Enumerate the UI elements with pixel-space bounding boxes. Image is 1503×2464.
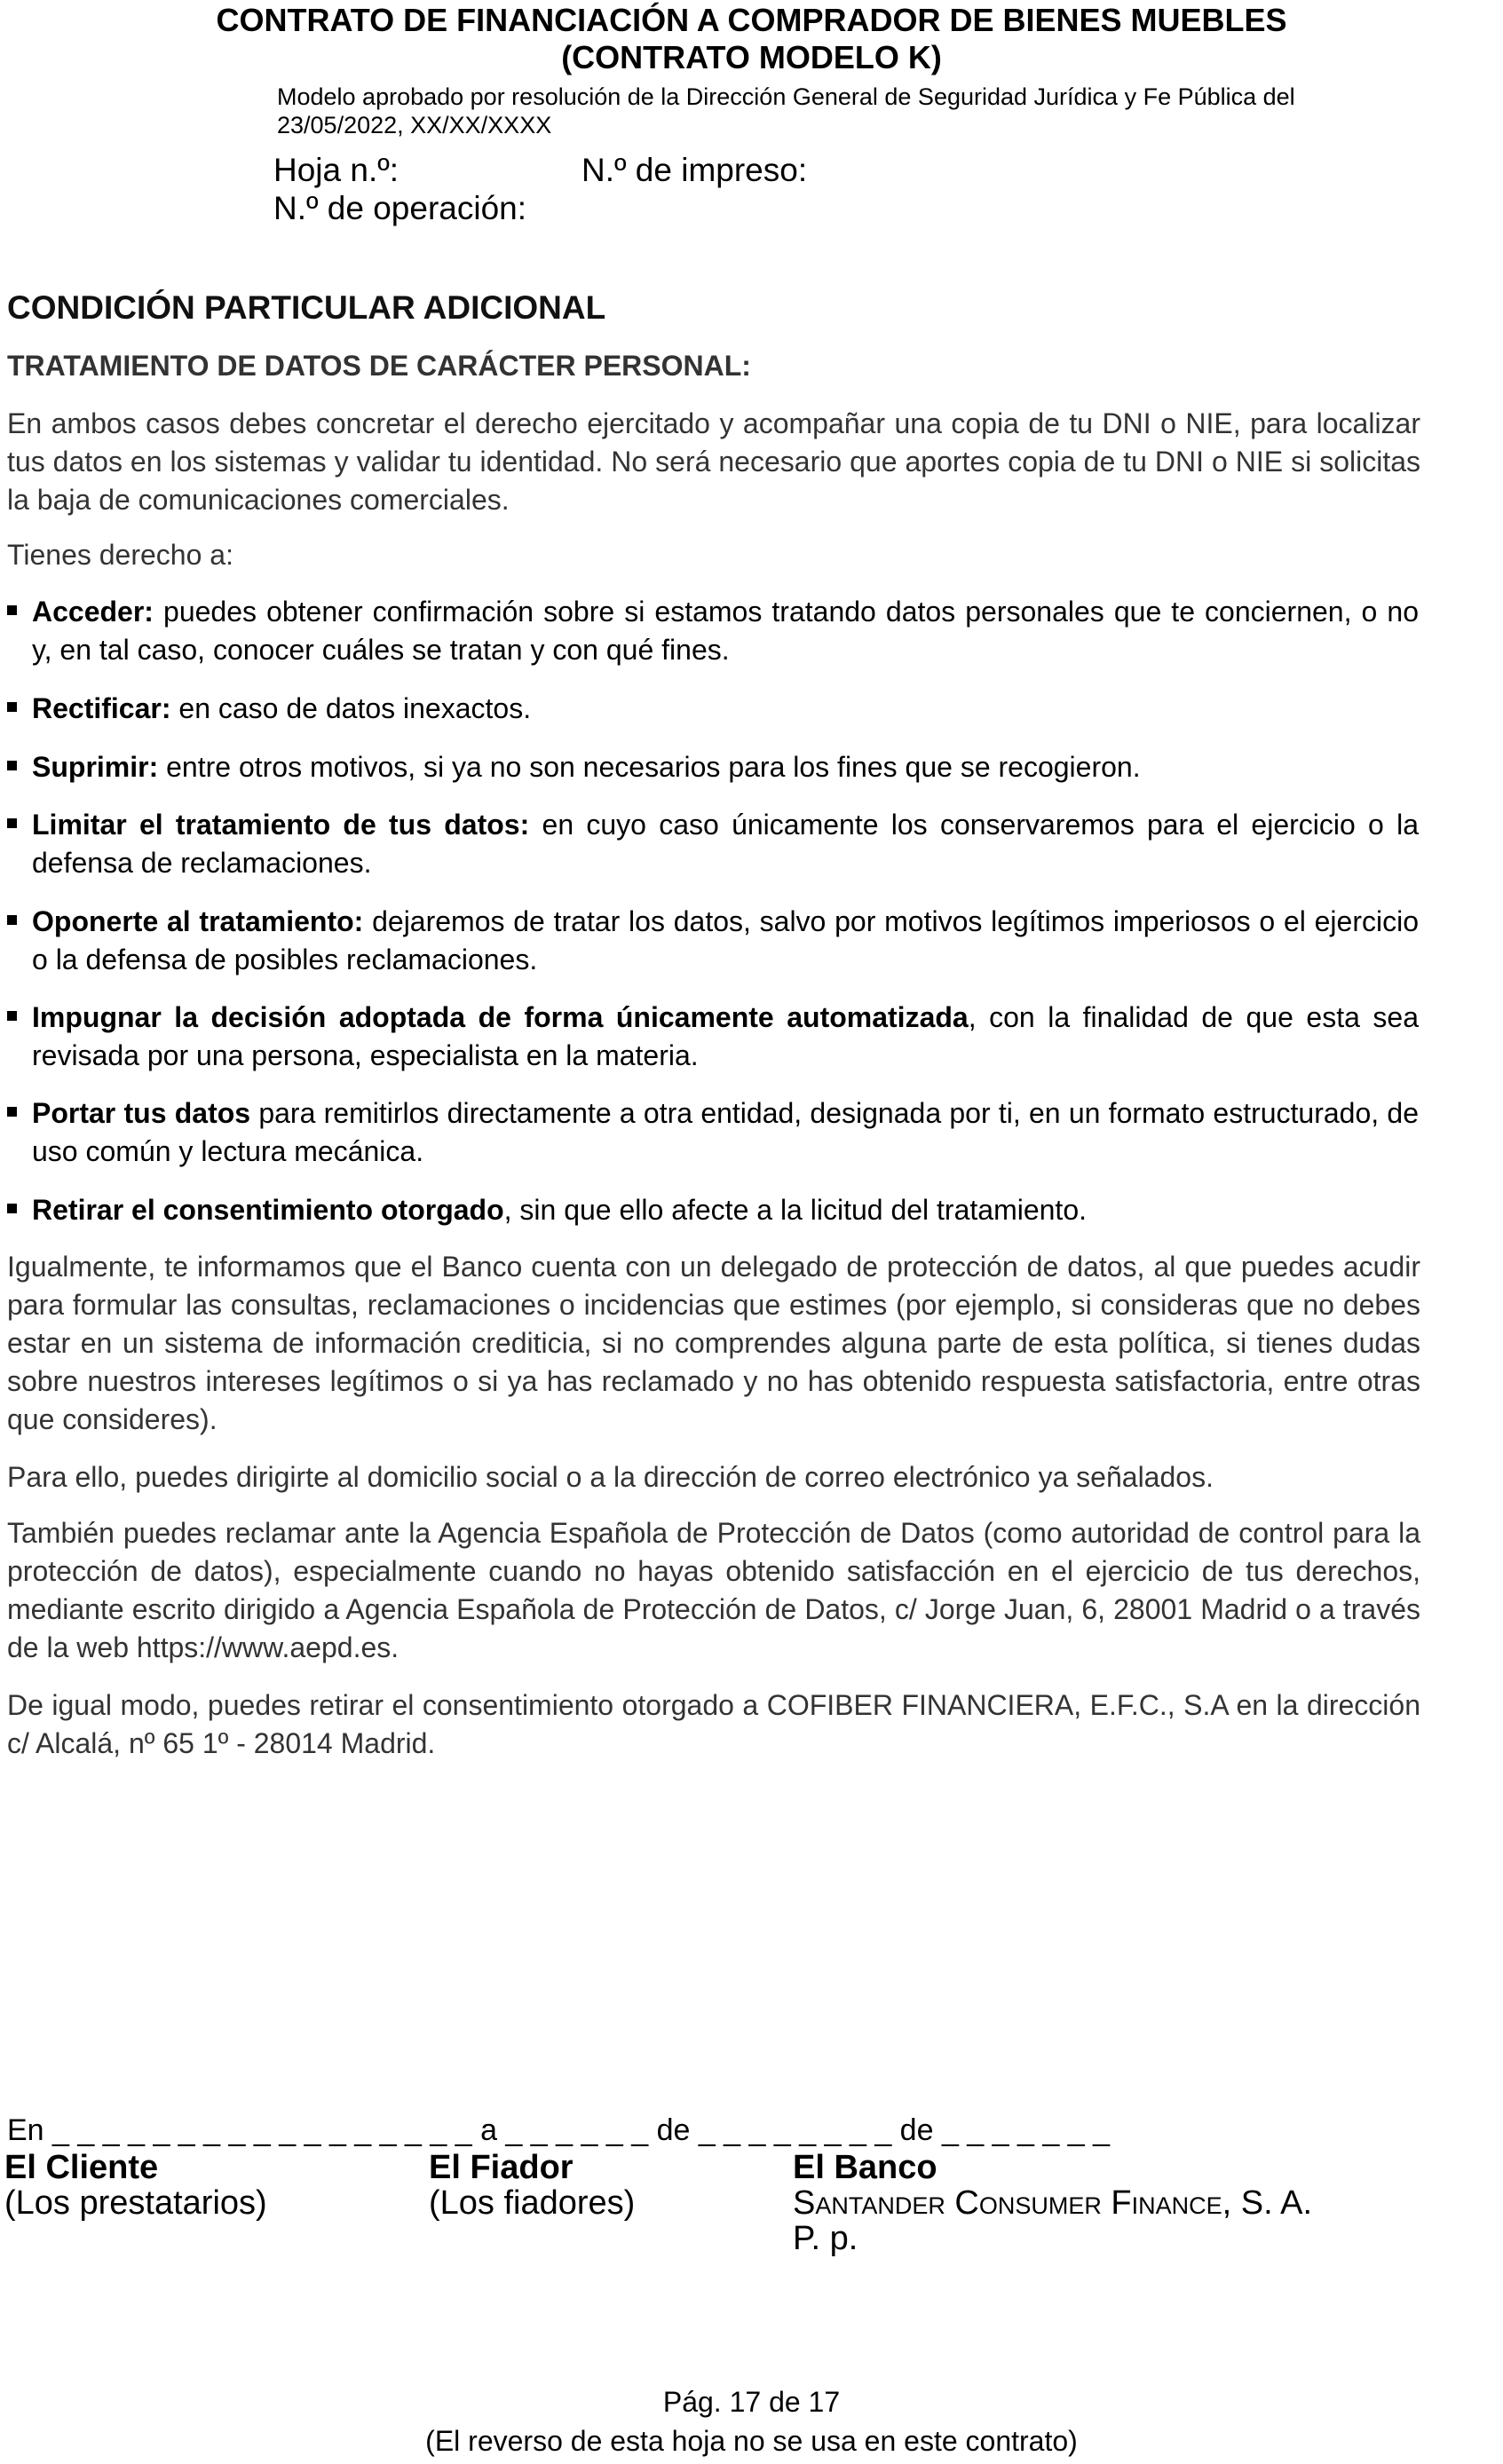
guarantor-label: El Fiador [429,2149,574,2186]
bullet-square-icon [7,915,17,925]
operation-number-label: N.º de operación: [273,190,527,226]
bullet-square-icon [7,1107,17,1117]
page-number: Pág. 17 de 17 [662,2386,841,2418]
bank-label: El Banco [793,2149,937,2186]
right-text: puedes obtener confirmación sobre si estamos tratando datos personales que te conciernen, o no y, en tal caso, conocer cuáles se tratan y con qué fines. [32,596,1419,666]
print-number-label: N.º de impreso: [581,152,808,188]
bullet-square-icon [7,818,17,828]
right-term: Impugnar la decisión adoptada de forma únicamente automatizada [32,1001,969,1033]
document-title-line1: CONTRATO DE FINANCIACIÓN A COMPRADOR DE BIENES MUEBLES [216,2,1287,38]
bank-name: Santander Consumer Finance, S. A. [793,2184,1313,2222]
right-text: , con la finalidad de que esta sea revisada por una persona, especialista en la materia. [32,1001,1420,1071]
client-label: El Cliente [4,2149,159,2186]
right-term: Oponerte al tratamiento: [32,905,364,937]
right-item-limit [7,806,1419,882]
right-item-withdraw-consent [7,1191,1419,1229]
right-text: entre otros motivos, si ya no son necesarios para los fines que se recogieron. [158,751,1141,783]
right-text: para remitirlos directamente a otra entidad, designada por ti, en un formato estructurado, de uso común y lectura mecánica. [32,1097,1420,1167]
place-date-line: En _ _ _ _ _ _ _ _ _ _ _ _ _ _ _ _ _ a _ _ _ _ _ _ de _ _ _ _ _ _ _ _ de _ _ _ _ _ _ _ [7,2113,1110,2147]
sheet-number-label: Hoja n.º: [273,152,399,188]
document-title [0,2,1503,76]
bank-signature-block [793,2150,1312,2256]
guarantor-signature-block [429,2150,635,2221]
right-text: , sin que ello afecte a la licitud del tratamiento. [503,1194,1087,1226]
right-item-contest [7,999,1419,1075]
reverse-note: (El reverso de esta hoja no se usa en este contrato) [425,2425,1078,2457]
right-text: en cuyo caso únicamente los conservaremos para el ejercicio o la defensa de reclamaciones. [32,809,1420,879]
right-item-portability [7,1094,1419,1171]
section-subtitle: TRATAMIENTO DE DATOS DE CARÁCTER PERSONAL: [7,350,751,382]
client-signature-block [4,2150,267,2221]
dpo-paragraph: Igualmente, te informamos que el Banco cuenta con un delegado de protección de datos, al que puedes acudir para formular las consultas, reclamaciones o incidencias que estimes (por ejemplo, si consideras que no debes estar en un sistema de información crediticia, si no comprendes alguna parte de esta política, si tienes dudas sobre nuestros intereses legítimos o si ya has reclamado y no has obtenido respuesta satisfactoria, entre otras que consideres). [7,1251,1420,1435]
bank-pp: P. p. [793,2220,858,2257]
contact-paragraph: Para ello, puedes dirigirte al domicilio social o a la dirección de correo electrónico ya señalados. [7,1461,1214,1493]
right-text: en caso de datos inexactos. [170,692,532,724]
bullet-square-icon [7,1204,17,1213]
approval-line1: Modelo aprobado por resolución de la Dirección General de Seguridad Jurídica y Fe Pública del [277,83,1295,110]
bullet-square-icon [7,1011,17,1021]
rights-intro: Tienes derecho a: [7,539,233,571]
document-title-line2: (CONTRATO MODELO K) [561,39,942,75]
right-text: dejaremos de tratar los datos, salvo por motivos legítimos imperiosos o el ejercicio o la defensa de posibles reclamaciones. [32,905,1420,975]
right-term: Suprimir: [32,751,159,783]
section-title: CONDICIÓN PARTICULAR ADICIONAL [7,289,606,326]
right-term: Limitar el tratamiento de tus datos: [32,809,530,841]
aepd-paragraph: También puedes reclamar ante la Agencia Española de Protección de Datos (como autoridad de control para la protección de datos), especialmente cuando no hayas obtenido satisfacción en el ejercicio de tus derechos, mediante escrito dirigido a Agencia Española de Protección de Datos, c/ Jorge Juan, 6, 28001 Madrid o a través de la web https://www.aepd.es. [7,1517,1420,1663]
client-sub: (Los prestatarios) [4,2184,267,2222]
intro-paragraph: En ambos casos debes concretar el derecho ejercitado y acompañar una copia de tu DNI o NIE, para localizar tus datos en los sistemas y validar tu identidad. No será necesario que aportes copia de tu DNI o NIE si solicitas la baja de comunicaciones comerciales. [7,407,1420,516]
bullet-square-icon [7,702,17,712]
right-term: Retirar el consentimiento otorgado [32,1194,504,1226]
right-item-rectify [7,690,1419,728]
approval-note [277,78,1295,144]
approval-line2: 23/05/2022, XX/XX/XXXX [277,112,552,138]
bullet-square-icon [7,761,17,770]
bullet-square-icon [7,605,17,615]
right-term: Acceder: [32,596,154,628]
right-item-object [7,903,1419,979]
right-item-access [7,593,1419,669]
right-term: Rectificar: [32,692,171,724]
right-item-erase [7,748,1419,786]
consent-withdrawal-paragraph: De igual modo, puedes retirar el consentimiento otorgado a COFIBER FINANCIERA, E.F.C., S.A en la dirección c/ Alcalá, nº 65 1º - 28014 Madrid. [7,1689,1420,1759]
right-term: Portar tus datos [32,1097,251,1129]
guarantor-sub: (Los fiadores) [429,2184,636,2222]
